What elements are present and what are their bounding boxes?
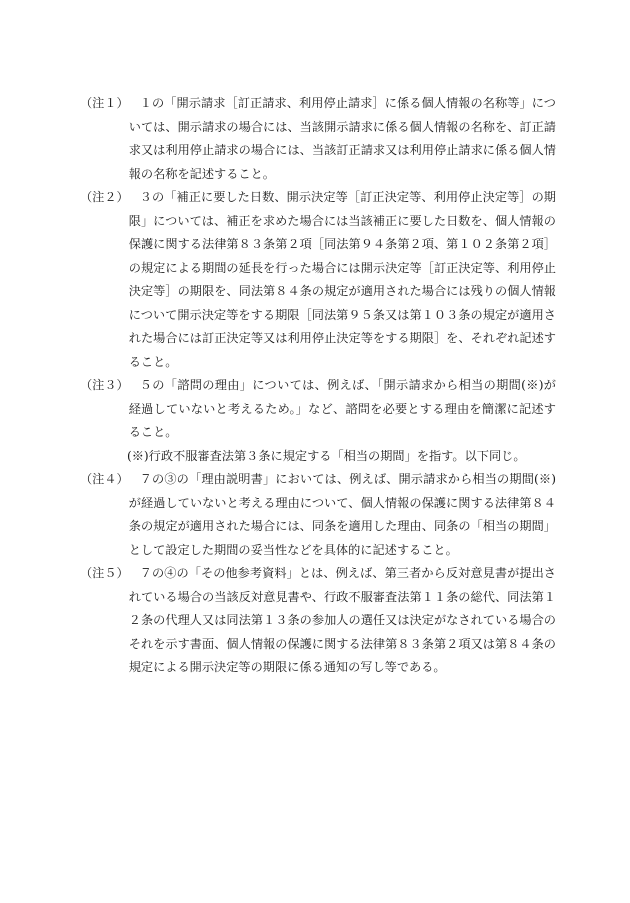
note-text: ７の④の「その他参考資料」とは、例えば、第三者から反対意見書が提出されている場合の当該反対意見書や、行政不服審査法第１１条の総代、同法第１２条の代理人又は同法第１３条の参加人の選任又は決定がなされている場合のそれを示す書面、個人情報の保護に関する法律第８３条第２項又は第８４条の規定による開示決定等の期限に係る通知の写し等である。 bbox=[128, 566, 556, 674]
note-1 bbox=[80, 92, 556, 186]
note-text: ７の③の「理由説明書」においては、例えば、開示請求から相当の期間(※)が経過していないと考える理由について、個人情報の保護に関する法律第８４条の規定が適用された場合には、同条を適用した理由、同条の「相当の期間」として設定した期間の妥当性などを具体的に記述すること。 bbox=[128, 472, 556, 557]
note-4 bbox=[80, 468, 556, 562]
note-label: （注１） bbox=[80, 96, 129, 110]
note-text: ３の「補正に要した日数、開示決定等［訂正決定等、利用停止決定等］の期限」については、補正を求めた場合には当該補正に要した日数を、個人情報の保護に関する法律第８３条第２項［同法第９４条第２項、第１０２条第２項］の規定による期間の延長を行った場合には開示決定等［訂正決定等、利用停止決定等］の期限を、同法第８４条の規定が適用された場合には残りの個人情報について開示決定等をする期限［同法第９５条又は第１０３条の規定が適用された場合には訂正決定等又は利用停止決定等をする期限］を、それぞれ記述すること。 bbox=[128, 190, 556, 369]
note-label: （注４） bbox=[80, 472, 129, 486]
notes-list bbox=[80, 92, 556, 680]
note-2 bbox=[80, 186, 556, 374]
note-5 bbox=[80, 562, 556, 680]
note-label: （注２） bbox=[80, 190, 129, 204]
note-label: （注５） bbox=[80, 566, 129, 580]
note-3-footnote: (※)行政不服審査法第３条に規定する「相当の期間」を指す。以下同じ。 bbox=[126, 448, 526, 463]
note-text: ５の「諮問の理由」については、例えば、「開示請求から相当の期間(※)が経過していないと考えるため。」など、諮問を必要とする理由を簡潔に記述すること。 bbox=[128, 378, 556, 439]
note-label: （注３） bbox=[80, 378, 129, 392]
note-3 bbox=[80, 374, 556, 445]
note-text: １の「開示請求［訂正請求、利用停止請求］に係る個人情報の名称等」については、開示請求の場合には、当該開示請求に係る個人情報の名称を、訂正請求又は利用停止請求の場合には、当該訂正請求又は利用停止請求に係る個人情報の名称を記述すること。 bbox=[128, 96, 556, 181]
